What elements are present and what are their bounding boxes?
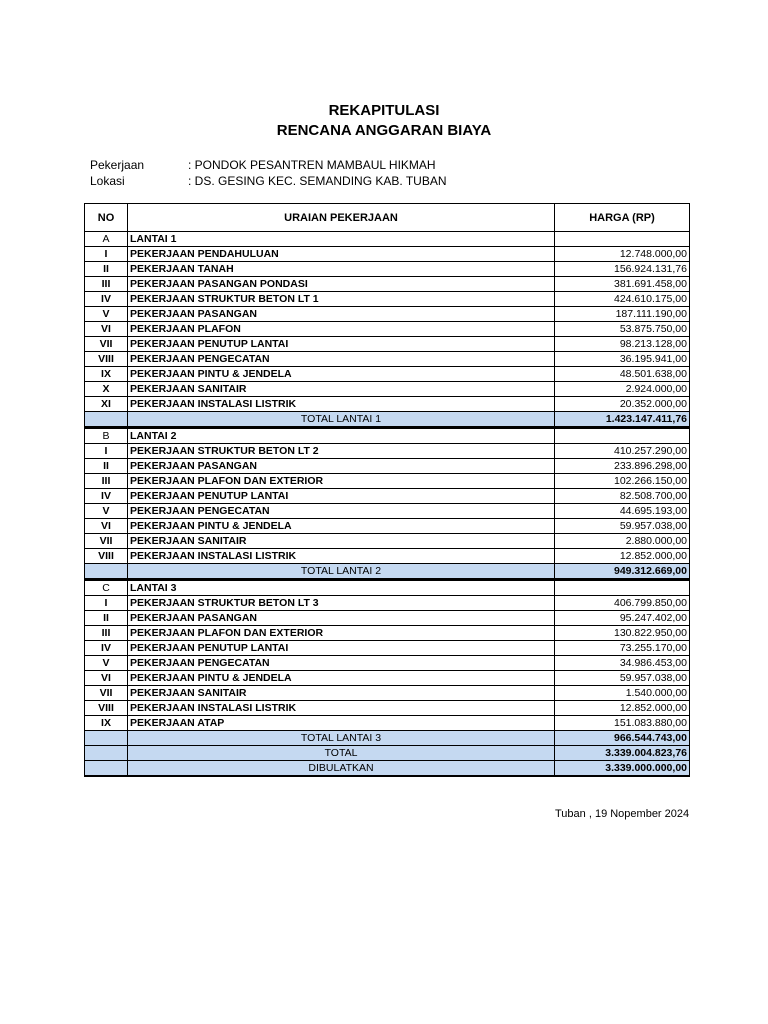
row-uraian: PEKERJAAN PLAFON (128, 322, 555, 337)
row-harga: 44.695.193,00 (555, 504, 690, 519)
table-row (85, 247, 690, 262)
row-harga: 95.247.402,00 (555, 611, 690, 626)
row-uraian: DIBULATKAN (128, 761, 555, 777)
row-uraian: PEKERJAAN PENUTUP LANTAI (128, 489, 555, 504)
row-uraian: TOTAL (128, 746, 555, 761)
table-row (85, 262, 690, 277)
row-harga: 48.501.638,00 (555, 367, 690, 382)
row-no: III (85, 474, 128, 489)
table-row (85, 596, 690, 611)
row-harga: 233.896.298,00 (555, 459, 690, 474)
row-no: II (85, 262, 128, 277)
row-no: I (85, 247, 128, 262)
row-no: VIII (85, 549, 128, 564)
table-row (85, 322, 690, 337)
table-row (85, 444, 690, 459)
row-harga: 82.508.700,00 (555, 489, 690, 504)
row-harga: 20.352.000,00 (555, 397, 690, 412)
row-uraian: PEKERJAAN PINTU & JENDELA (128, 367, 555, 382)
row-no: VII (85, 686, 128, 701)
table-row (85, 292, 690, 307)
row-no: VI (85, 671, 128, 686)
table-row (85, 277, 690, 292)
row-no: IX (85, 716, 128, 731)
table-row (85, 307, 690, 322)
row-harga: 406.799.850,00 (555, 596, 690, 611)
total-row (85, 412, 690, 428)
table-row (85, 337, 690, 352)
row-uraian: LANTAI 1 (128, 232, 555, 247)
row-uraian: PEKERJAAN ATAP (128, 716, 555, 731)
row-uraian: TOTAL LANTAI 3 (128, 731, 555, 746)
total-row (85, 731, 690, 746)
row-no: I (85, 596, 128, 611)
row-uraian: TOTAL LANTAI 2 (128, 564, 555, 580)
table-row (85, 367, 690, 382)
row-no: IV (85, 292, 128, 307)
row-no: II (85, 611, 128, 626)
row-harga: 53.875.750,00 (555, 322, 690, 337)
row-uraian: PEKERJAAN INSTALASI LISTRIK (128, 701, 555, 716)
rab-table (84, 203, 690, 777)
row-no: VI (85, 322, 128, 337)
row-harga: 59.957.038,00 (555, 671, 690, 686)
table-header-row (85, 204, 690, 232)
row-uraian: PEKERJAAN PINTU & JENDELA (128, 671, 555, 686)
row-uraian: LANTAI 2 (128, 428, 555, 444)
row-harga: 2.924.000,00 (555, 382, 690, 397)
row-uraian: PEKERJAAN PLAFON DAN EXTERIOR (128, 626, 555, 641)
table-row (85, 489, 690, 504)
pekerjaan-value: : PONDOK PESANTREN MAMBAUL HIKMAH (188, 158, 436, 172)
row-harga: 187.111.190,00 (555, 307, 690, 322)
row-harga: 966.544.743,00 (555, 731, 690, 746)
table-row (85, 701, 690, 716)
row-uraian: PEKERJAAN PASANGAN PONDASI (128, 277, 555, 292)
row-uraian: PEKERJAAN PENUTUP LANTAI (128, 337, 555, 352)
row-harga: 3.339.000.000,00 (555, 761, 690, 777)
table-row (85, 686, 690, 701)
row-harga: 2.880.000,00 (555, 534, 690, 549)
row-no (85, 564, 128, 580)
row-uraian: PEKERJAAN SANITAIR (128, 534, 555, 549)
row-harga: 73.255.170,00 (555, 641, 690, 656)
row-no: VII (85, 534, 128, 549)
row-harga: 34.986.453,00 (555, 656, 690, 671)
row-uraian: PEKERJAAN PENGECATAN (128, 504, 555, 519)
row-uraian: PEKERJAAN STRUKTUR BETON LT 1 (128, 292, 555, 307)
header-no: NO (85, 204, 128, 232)
row-harga (555, 428, 690, 444)
row-no: III (85, 626, 128, 641)
row-harga (555, 232, 690, 247)
row-harga: 156.924.131,76 (555, 262, 690, 277)
table-row (85, 519, 690, 534)
table-row (85, 716, 690, 731)
table-row (85, 397, 690, 412)
row-harga: 12.852.000,00 (555, 549, 690, 564)
row-harga: 1.540.000,00 (555, 686, 690, 701)
total-row (85, 746, 690, 761)
row-no: IV (85, 489, 128, 504)
row-uraian: PEKERJAAN PASANGAN (128, 459, 555, 474)
section-row (85, 232, 690, 247)
section-row (85, 428, 690, 444)
row-no: VIII (85, 701, 128, 716)
table-row (85, 352, 690, 367)
document-subtitle: RENCANA ANGGARAN BIAYA (276, 122, 492, 139)
row-no: V (85, 504, 128, 519)
lokasi-value: : DS. GESING KEC. SEMANDING KAB. TUBAN (188, 174, 447, 188)
row-no: IX (85, 367, 128, 382)
table-row (85, 474, 690, 489)
row-harga: 151.083.880,00 (555, 716, 690, 731)
row-uraian: PEKERJAAN INSTALASI LISTRIK (128, 549, 555, 564)
rab-table-body (85, 204, 690, 777)
row-harga: 410.257.290,00 (555, 444, 690, 459)
row-harga (555, 580, 690, 596)
row-harga: 36.195.941,00 (555, 352, 690, 367)
signature-date: Tuban , 19 Nopember 2024 (555, 808, 690, 820)
row-uraian: PEKERJAAN SANITAIR (128, 382, 555, 397)
table-row (85, 671, 690, 686)
table-row (85, 382, 690, 397)
row-harga: 424.610.175,00 (555, 292, 690, 307)
row-uraian: PEKERJAAN SANITAIR (128, 686, 555, 701)
header-uraian: URAIAN PEKERJAAN (128, 204, 555, 232)
total-row (85, 761, 690, 777)
row-uraian: PEKERJAAN TANAH (128, 262, 555, 277)
row-harga: 949.312.669,00 (555, 564, 690, 580)
row-uraian: PEKERJAAN PLAFON DAN EXTERIOR (128, 474, 555, 489)
document-title: REKAPITULASI (328, 102, 440, 119)
row-no: III (85, 277, 128, 292)
row-no: IV (85, 641, 128, 656)
row-no (85, 746, 128, 761)
row-uraian: PEKERJAAN PENDAHULUAN (128, 247, 555, 262)
row-harga: 12.748.000,00 (555, 247, 690, 262)
section-row (85, 580, 690, 596)
pekerjaan-label: Pekerjaan (90, 158, 145, 172)
table-row (85, 626, 690, 641)
row-no: V (85, 656, 128, 671)
row-harga: 12.852.000,00 (555, 701, 690, 716)
row-uraian: TOTAL LANTAI 1 (128, 412, 555, 428)
row-no (85, 412, 128, 428)
row-harga: 102.266.150,00 (555, 474, 690, 489)
row-no: B (85, 428, 128, 444)
row-harga: 381.691.458,00 (555, 277, 690, 292)
row-harga: 98.213.128,00 (555, 337, 690, 352)
row-no: XI (85, 397, 128, 412)
row-harga: 1.423.147.411,76 (555, 412, 690, 428)
table-row (85, 534, 690, 549)
row-no: VII (85, 337, 128, 352)
row-no: VIII (85, 352, 128, 367)
row-uraian: PEKERJAAN PINTU & JENDELA (128, 519, 555, 534)
row-no (85, 731, 128, 746)
row-harga: 130.822.950,00 (555, 626, 690, 641)
row-uraian: PEKERJAAN PASANGAN (128, 611, 555, 626)
table-row (85, 459, 690, 474)
row-uraian: PEKERJAAN STRUKTUR BETON LT 2 (128, 444, 555, 459)
row-uraian: PEKERJAAN PENUTUP LANTAI (128, 641, 555, 656)
row-uraian: PEKERJAAN PENGECATAN (128, 352, 555, 367)
table-row (85, 504, 690, 519)
row-no: A (85, 232, 128, 247)
row-uraian: PEKERJAAN PENGECATAN (128, 656, 555, 671)
table-row (85, 656, 690, 671)
row-uraian: PEKERJAAN STRUKTUR BETON LT 3 (128, 596, 555, 611)
row-no: V (85, 307, 128, 322)
row-uraian: PEKERJAAN PASANGAN (128, 307, 555, 322)
row-harga: 59.957.038,00 (555, 519, 690, 534)
row-uraian: LANTAI 3 (128, 580, 555, 596)
row-harga: 3.339.004.823,76 (555, 746, 690, 761)
total-row (85, 564, 690, 580)
row-no: X (85, 382, 128, 397)
row-no: VI (85, 519, 128, 534)
table-row (85, 641, 690, 656)
row-no (85, 761, 128, 777)
table-row (85, 611, 690, 626)
row-no: C (85, 580, 128, 596)
row-no: II (85, 459, 128, 474)
row-uraian: PEKERJAAN INSTALASI LISTRIK (128, 397, 555, 412)
table-row (85, 549, 690, 564)
header-harga: HARGA (RP) (555, 204, 690, 232)
lokasi-label: Lokasi (90, 174, 125, 188)
row-no: I (85, 444, 128, 459)
